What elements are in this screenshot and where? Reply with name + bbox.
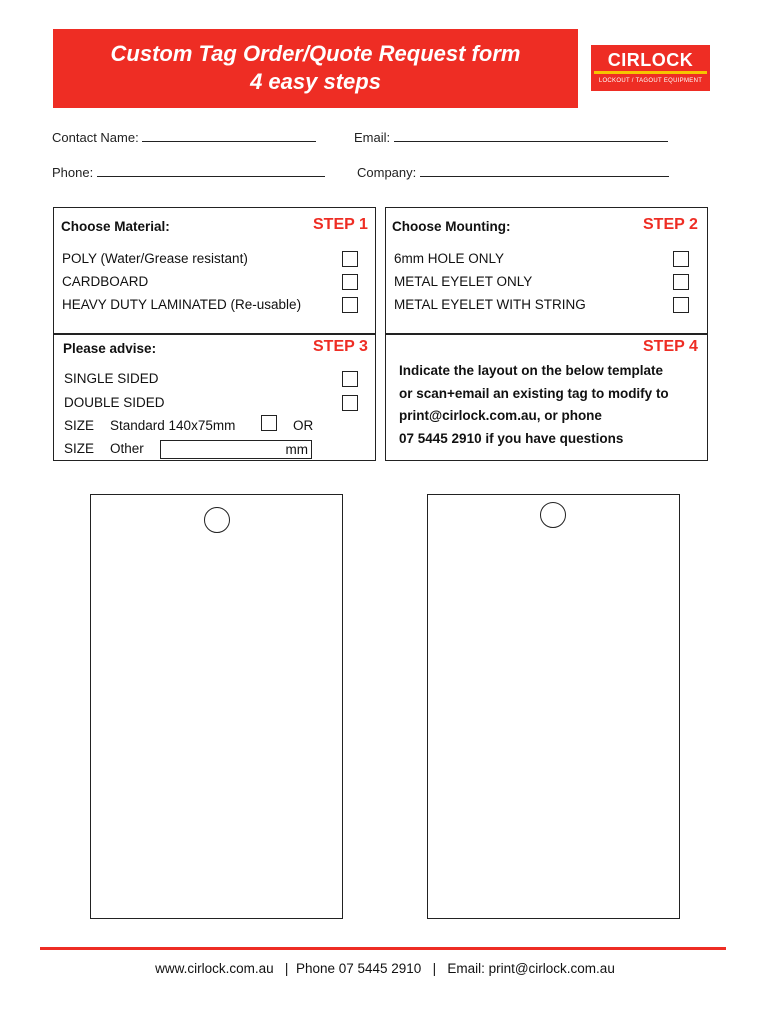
size-standard-checkbox[interactable] <box>261 415 277 431</box>
phone-label: Phone: <box>52 165 94 180</box>
step1-title: Choose Material: <box>61 219 170 234</box>
size-other-input[interactable] <box>160 440 312 459</box>
tag-hole-icon <box>204 507 230 533</box>
step4-line: 07 5445 2910 if you have questions <box>399 430 624 446</box>
material-cardboard-checkbox[interactable] <box>342 274 358 290</box>
size-other-label: Other <box>110 441 144 456</box>
material-option-poly: POLY (Water/Grease resistant) <box>62 251 248 266</box>
size-label: SIZE <box>64 418 95 433</box>
mounting-eyelet-string-checkbox[interactable] <box>673 297 689 313</box>
company-row <box>357 165 669 180</box>
double-sided-checkbox[interactable] <box>342 395 358 411</box>
sided-option-double: DOUBLE SIDED <box>64 395 165 410</box>
material-option-cardboard: CARDBOARD <box>62 274 149 289</box>
step3-title: Please advise: <box>63 341 157 356</box>
size-or-label: OR <box>293 418 314 433</box>
logo-text: CIRLOCK <box>594 48 707 74</box>
material-laminated-checkbox[interactable] <box>342 297 358 313</box>
mounting-option-hole: 6mm HOLE ONLY <box>394 251 505 266</box>
mounting-option-eyelet-string: METAL EYELET WITH STRING <box>394 297 586 312</box>
mounting-option-eyelet: METAL EYELET ONLY <box>394 274 533 289</box>
footer-divider <box>40 947 726 950</box>
step4-line: Indicate the layout on the below template <box>399 363 664 378</box>
form-title-banner <box>53 29 578 108</box>
company-field[interactable] <box>420 165 669 177</box>
form-subtitle: 4 easy steps <box>250 69 381 94</box>
email-row <box>354 130 668 145</box>
form-title: Custom Tag Order/Quote Request form <box>110 41 521 66</box>
contact-name-label: Contact Name: <box>52 130 139 145</box>
contact-name-row <box>52 130 316 145</box>
phone-row <box>52 165 325 180</box>
size-unit: mm <box>285 442 308 457</box>
step1-label: STEP 1 <box>313 216 368 233</box>
email-label: Email: <box>354 130 391 145</box>
phone-field[interactable] <box>97 165 325 177</box>
material-poly-checkbox[interactable] <box>342 251 358 267</box>
step4-instructions <box>399 360 699 450</box>
tag-hole-icon <box>540 502 566 528</box>
size-label-2: SIZE <box>64 441 95 456</box>
cirlock-logo <box>591 45 710 91</box>
step4-line: print@cirlock.com.au, or phone <box>399 408 602 423</box>
sided-option-single: SINGLE SIDED <box>64 371 159 386</box>
mounting-hole-checkbox[interactable] <box>673 251 689 267</box>
step3-label: STEP 3 <box>313 338 368 355</box>
step2-label: STEP 2 <box>643 216 698 233</box>
step4-label: STEP 4 <box>643 338 698 355</box>
mounting-eyelet-checkbox[interactable] <box>673 274 689 290</box>
material-option-laminated: HEAVY DUTY LAMINATED (Re-usable) <box>62 297 302 312</box>
company-label: Company: <box>357 165 417 180</box>
email-field[interactable] <box>394 130 668 142</box>
logo-subtext: LOCKOUT / TAGOUT EQUIPMENT <box>594 74 707 88</box>
step4-line: or scan+email an existing tag to modify to <box>399 385 669 401</box>
single-sided-checkbox[interactable] <box>342 371 358 387</box>
tag-template-front[interactable] <box>90 494 343 919</box>
contact-name-field[interactable] <box>142 130 316 142</box>
footer-contact: www.cirlock.com.au | Phone 07 5445 2910 | Email: print@cirlock.com.au <box>155 961 615 976</box>
step2-title: Choose Mounting: <box>392 219 511 234</box>
tag-template-back[interactable] <box>427 494 680 919</box>
size-standard-label: Standard 140x75mm <box>110 418 236 433</box>
